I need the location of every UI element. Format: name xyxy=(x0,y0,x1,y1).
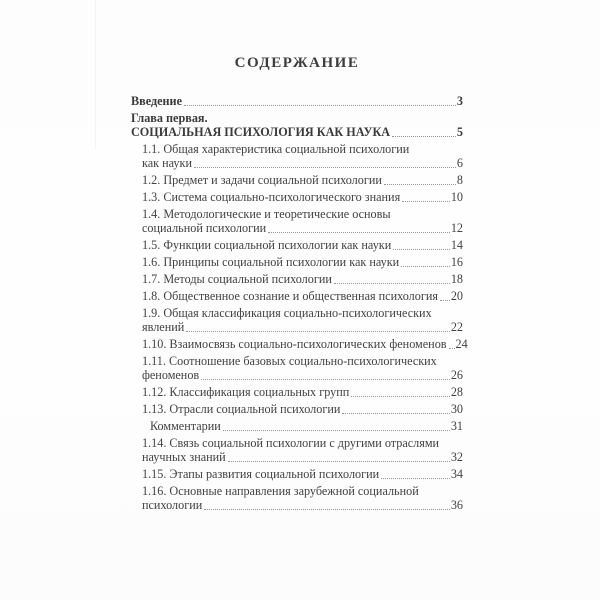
dot-leader xyxy=(228,460,450,462)
toc-line xyxy=(142,289,463,303)
dot-leader xyxy=(393,248,450,250)
toc-column xyxy=(131,55,468,515)
dot-leader xyxy=(201,378,450,380)
toc-entry-text: 1.8. Общественное сознание и общественная психология xyxy=(142,288,438,303)
toc-entry-text: 1.6. Принципы социальной психологии как науки xyxy=(142,255,400,270)
toc-entry-text: 1.13. Отрасли социальной психологии xyxy=(142,401,341,416)
toc-entry-text: феноменов xyxy=(142,368,200,383)
dot-leader xyxy=(186,330,450,332)
toc-line xyxy=(131,125,463,139)
toc-entry xyxy=(142,484,463,513)
page-number: 36 xyxy=(450,498,463,513)
page-number: 24 xyxy=(455,336,468,351)
toc-entry-text: 1.11. Соотношение базовых социально-психологических xyxy=(142,353,437,368)
toc-line xyxy=(142,306,463,320)
dot-leader xyxy=(440,299,450,301)
dot-leader xyxy=(184,104,456,106)
toc-line xyxy=(142,336,468,351)
page-number: 3 xyxy=(456,94,463,108)
dot-leader xyxy=(204,508,450,510)
toc-line xyxy=(142,173,463,187)
toc-line xyxy=(142,498,463,512)
dot-leader xyxy=(223,429,450,431)
toc-entry-text: 1.12. Классификация социальных групп xyxy=(142,385,350,400)
toc-line xyxy=(142,320,463,334)
toc-entry-text: 1.3. Система социально-психологического знания xyxy=(142,190,401,205)
toc-entry-text: Введение xyxy=(131,94,182,108)
toc-line xyxy=(142,238,463,252)
toc-entry xyxy=(142,142,463,171)
toc-line xyxy=(142,467,463,481)
toc-entry xyxy=(142,289,463,303)
toc-line xyxy=(150,419,463,433)
toc-line xyxy=(142,190,463,204)
dot-leader xyxy=(342,412,449,414)
toc-entry-text: СОЦИАЛЬНАЯ ПСИХОЛОГИЯ КАК НАУКА xyxy=(131,125,391,140)
toc-line xyxy=(142,221,463,235)
toc-entry-text: 1.7. Методы социальной психологии xyxy=(142,272,332,287)
toc-entry-text: 1.4. Методологические и теоретические основы xyxy=(142,207,391,222)
toc-line xyxy=(142,436,463,450)
page-number: 6 xyxy=(456,156,463,171)
toc-entry xyxy=(131,111,463,140)
toc-line xyxy=(142,385,463,399)
page-number: 5 xyxy=(456,125,463,140)
toc-line xyxy=(142,142,463,156)
toc-entry xyxy=(142,255,463,269)
page-number: 16 xyxy=(450,255,463,270)
dot-leader xyxy=(402,200,450,202)
toc-line xyxy=(142,450,463,464)
toc-line xyxy=(142,207,463,221)
toc-entry-text: 1.14. Связь социальной психологии с другими отраслями xyxy=(142,435,440,450)
toc-entry xyxy=(142,272,463,286)
toc-entry-text: 1.1. Общая характеристика социальной психологии xyxy=(142,142,410,157)
toc-entry-text: 1.9. Общая классификация социально-психологических xyxy=(142,305,432,320)
toc-entry-text: явлений xyxy=(142,320,185,335)
page-number: 14 xyxy=(450,238,463,253)
page-number: 12 xyxy=(450,221,463,236)
page-edge-shadow xyxy=(95,0,96,150)
dot-leader xyxy=(384,183,456,185)
dot-leader xyxy=(268,231,450,233)
toc-entry-text: социальной психологии xyxy=(142,221,267,236)
toc-entry xyxy=(142,336,468,351)
toc-entry-text: 1.5. Функции социальной психологии как науки xyxy=(142,238,392,253)
toc-entry-text: Комментарии xyxy=(150,418,221,433)
dot-leader xyxy=(351,395,450,397)
toc-line xyxy=(142,354,463,368)
toc-entry xyxy=(142,190,463,204)
page-number: 28 xyxy=(450,385,463,400)
toc-entry xyxy=(142,306,463,335)
toc-line xyxy=(142,484,463,498)
toc-entry-text: научных знаний xyxy=(142,450,226,465)
toc-entry-text: 1.2. Предмет и задачи социальной психологии xyxy=(142,173,382,188)
page-number: 26 xyxy=(450,368,463,383)
toc-entry xyxy=(150,419,463,433)
page-number: 31 xyxy=(450,418,463,433)
toc-entry xyxy=(142,207,463,236)
toc-entry-text: 1.15. Этапы развития социальной психологии xyxy=(142,466,380,481)
toc-entry xyxy=(142,354,463,383)
dot-leader xyxy=(334,282,450,284)
toc-entry xyxy=(142,436,463,465)
toc-line xyxy=(142,402,463,416)
dot-leader xyxy=(449,347,455,349)
page-number: 8 xyxy=(456,173,463,188)
dot-leader xyxy=(194,166,456,168)
toc-entry-text: как науки xyxy=(142,156,192,171)
toc-line xyxy=(142,272,463,286)
toc-entry-text: психологии xyxy=(142,498,203,513)
toc-entry-text: 1.16. Основные направления зарубежной социальной xyxy=(142,483,419,498)
toc-entry-text: Глава первая. xyxy=(131,110,208,125)
dot-leader xyxy=(381,477,450,479)
page-number: 34 xyxy=(450,466,463,481)
page-number: 20 xyxy=(450,288,463,303)
page-title: СОДЕРЖАНИЕ xyxy=(234,55,360,71)
toc-entry xyxy=(142,402,463,416)
toc-line xyxy=(131,94,463,108)
page-number: 22 xyxy=(450,320,463,335)
toc-list xyxy=(131,94,468,513)
toc-entry xyxy=(142,467,463,481)
dot-leader xyxy=(392,135,456,137)
toc-entry xyxy=(142,173,463,187)
toc-line xyxy=(142,368,463,382)
toc-line xyxy=(142,156,463,170)
toc-line xyxy=(131,111,463,125)
toc-entry xyxy=(142,385,463,399)
page-number: 30 xyxy=(450,401,463,416)
toc-entry xyxy=(131,94,463,108)
page-number: 18 xyxy=(450,272,463,287)
page-number: 10 xyxy=(450,190,463,205)
toc-entry-text: 1.10. Взаимосвязь социально-психологических феноменов xyxy=(142,336,447,351)
page-number: 32 xyxy=(450,450,463,465)
dot-leader xyxy=(401,265,450,267)
toc-line xyxy=(142,255,463,269)
toc-entry xyxy=(142,238,463,252)
